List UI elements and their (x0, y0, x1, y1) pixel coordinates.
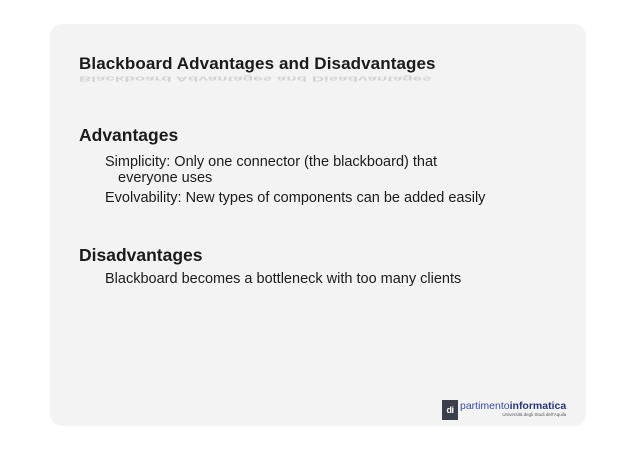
disadvantage-item-bottleneck (105, 271, 461, 287)
logo-name-bold: informatica (509, 400, 567, 412)
advantage-item-line: Evolvability: New types of components can be added easily (105, 190, 486, 206)
disadvantage-item-line: Blackboard becomes a bottleneck with too many clients (105, 271, 462, 287)
disadvantages-heading: Disadvantages (79, 245, 203, 265)
advantage-item-evolvability (105, 190, 485, 206)
advantages-heading: Advantages (79, 125, 179, 145)
department-logo (442, 400, 566, 420)
logo-subtitle: Università degli Studi dell'Aquila (502, 412, 567, 417)
advantage-item-simplicity (105, 154, 437, 186)
advantage-item-line-continued: everyone uses (118, 170, 213, 186)
slide-title-block (79, 54, 436, 93)
slide-title-reflection: Blackboard Advantages and Disadvantages (79, 74, 432, 83)
logo-mark: di (442, 400, 458, 420)
advantage-item-line: Simplicity: Only one connector (the blackboard) that (105, 154, 438, 170)
slide-title: Blackboard Advantages and Disadvantages (79, 54, 436, 73)
logo-name (460, 400, 566, 412)
slide-panel (50, 24, 586, 426)
logo-text (460, 400, 566, 418)
logo-name-light: partimento (460, 400, 510, 412)
